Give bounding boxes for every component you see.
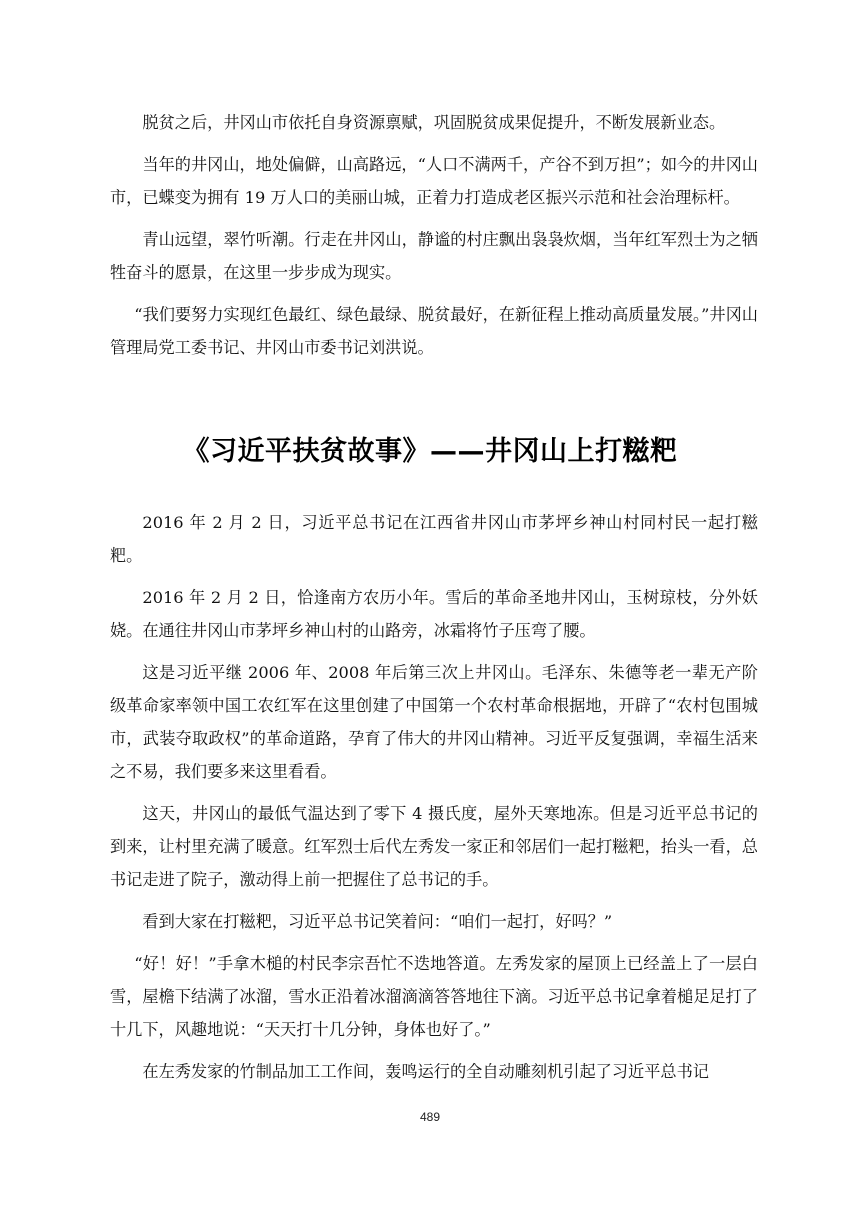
paragraph: 青山远望，翠竹听潮。行走在井冈山，静谧的村庄飘出袅袅炊烟，当年红军烈士为之牺牲奋斗的愿景，在这里一步步成为现实。 — [110, 230, 758, 282]
article-body — [110, 506, 758, 1097]
paragraph: 脱贫之后，井冈山市依托自身资源禀赋，巩固脱贫成果促提升，不断发展新业态。 — [142, 113, 726, 132]
paragraph: 这是习近平继 2006 年、2008 年后第三次上井冈山。毛泽东、朱德等老一辈无产阶级革命家率领中国工农红军在这里创建了中国第一个农村革命根据地，开辟了“农村包围城市，武装夺取政权”的革命道路，孕育了伟大的井冈山精神。习近平反复强调，幸福生活来之不易，我们要多来这里看看。 — [110, 663, 758, 781]
paragraph: 当年的井冈山，地处偏僻，山高路远，“人口不满两千，产谷不到万担”；如今的井冈山市，已蝶变为拥有 19 万人口的美丽山城，正着力打造成老区振兴示范和社会治理标杆。 — [110, 155, 758, 207]
paragraph: 在左秀发家的竹制品加工工作间，轰鸣运行的全自动雕刻机引起了习近平总书记 — [142, 1062, 709, 1081]
top-section — [110, 106, 758, 373]
paragraph: 2016 年 2 月 2 日，恰逢南方农历小年。雪后的革命圣地井冈山，玉树琼枝，分外妖娆。在通往井冈山市茅坪乡神山村的山路旁，冰霜将竹子压弯了腰。 — [110, 588, 758, 640]
article-headline: 《习近平扶贫故事》——井冈山上打糍粑 — [182, 436, 678, 467]
paragraph: “我们要努力实现红色最红、绿色最绿、脱贫最好，在新征程上推动高质量发展。”井冈山管理局党工委书记、井冈山市委书记刘洪说。 — [110, 305, 758, 357]
paragraph: “好！好！”手拿木槌的村民李宗吾忙不迭地答道。左秀发家的屋顶上已经盖上了一层白雪，屋檐下结满了冰溜，雪水正沿着冰溜滴滴答答地往下滴。习近平总书记拿着槌足足打了十几下，风趣地说：“天天打十几分钟，身体也好了。” — [110, 954, 758, 1039]
paragraph: 这天，井冈山的最低气温达到了零下 4 摄氏度，屋外天寒地冻。但是习近平总书记的到来，让村里充满了暖意。红军烈士后代左秀发一家正和邻居们一起打糍粑，抬头一看，总书记走进了院子，激动得上前一把握住了总书记的手。 — [110, 804, 758, 889]
paragraph: 看到大家在打糍粑，习近平总书记笑着问：“咱们一起打，好吗？” — [142, 912, 613, 931]
paragraph: 2016 年 2 月 2 日，习近平总书记在江西省井冈山市茅坪乡神山村同村民一起打糍粑。 — [110, 513, 758, 565]
page-number: 489 — [419, 1110, 441, 1124]
